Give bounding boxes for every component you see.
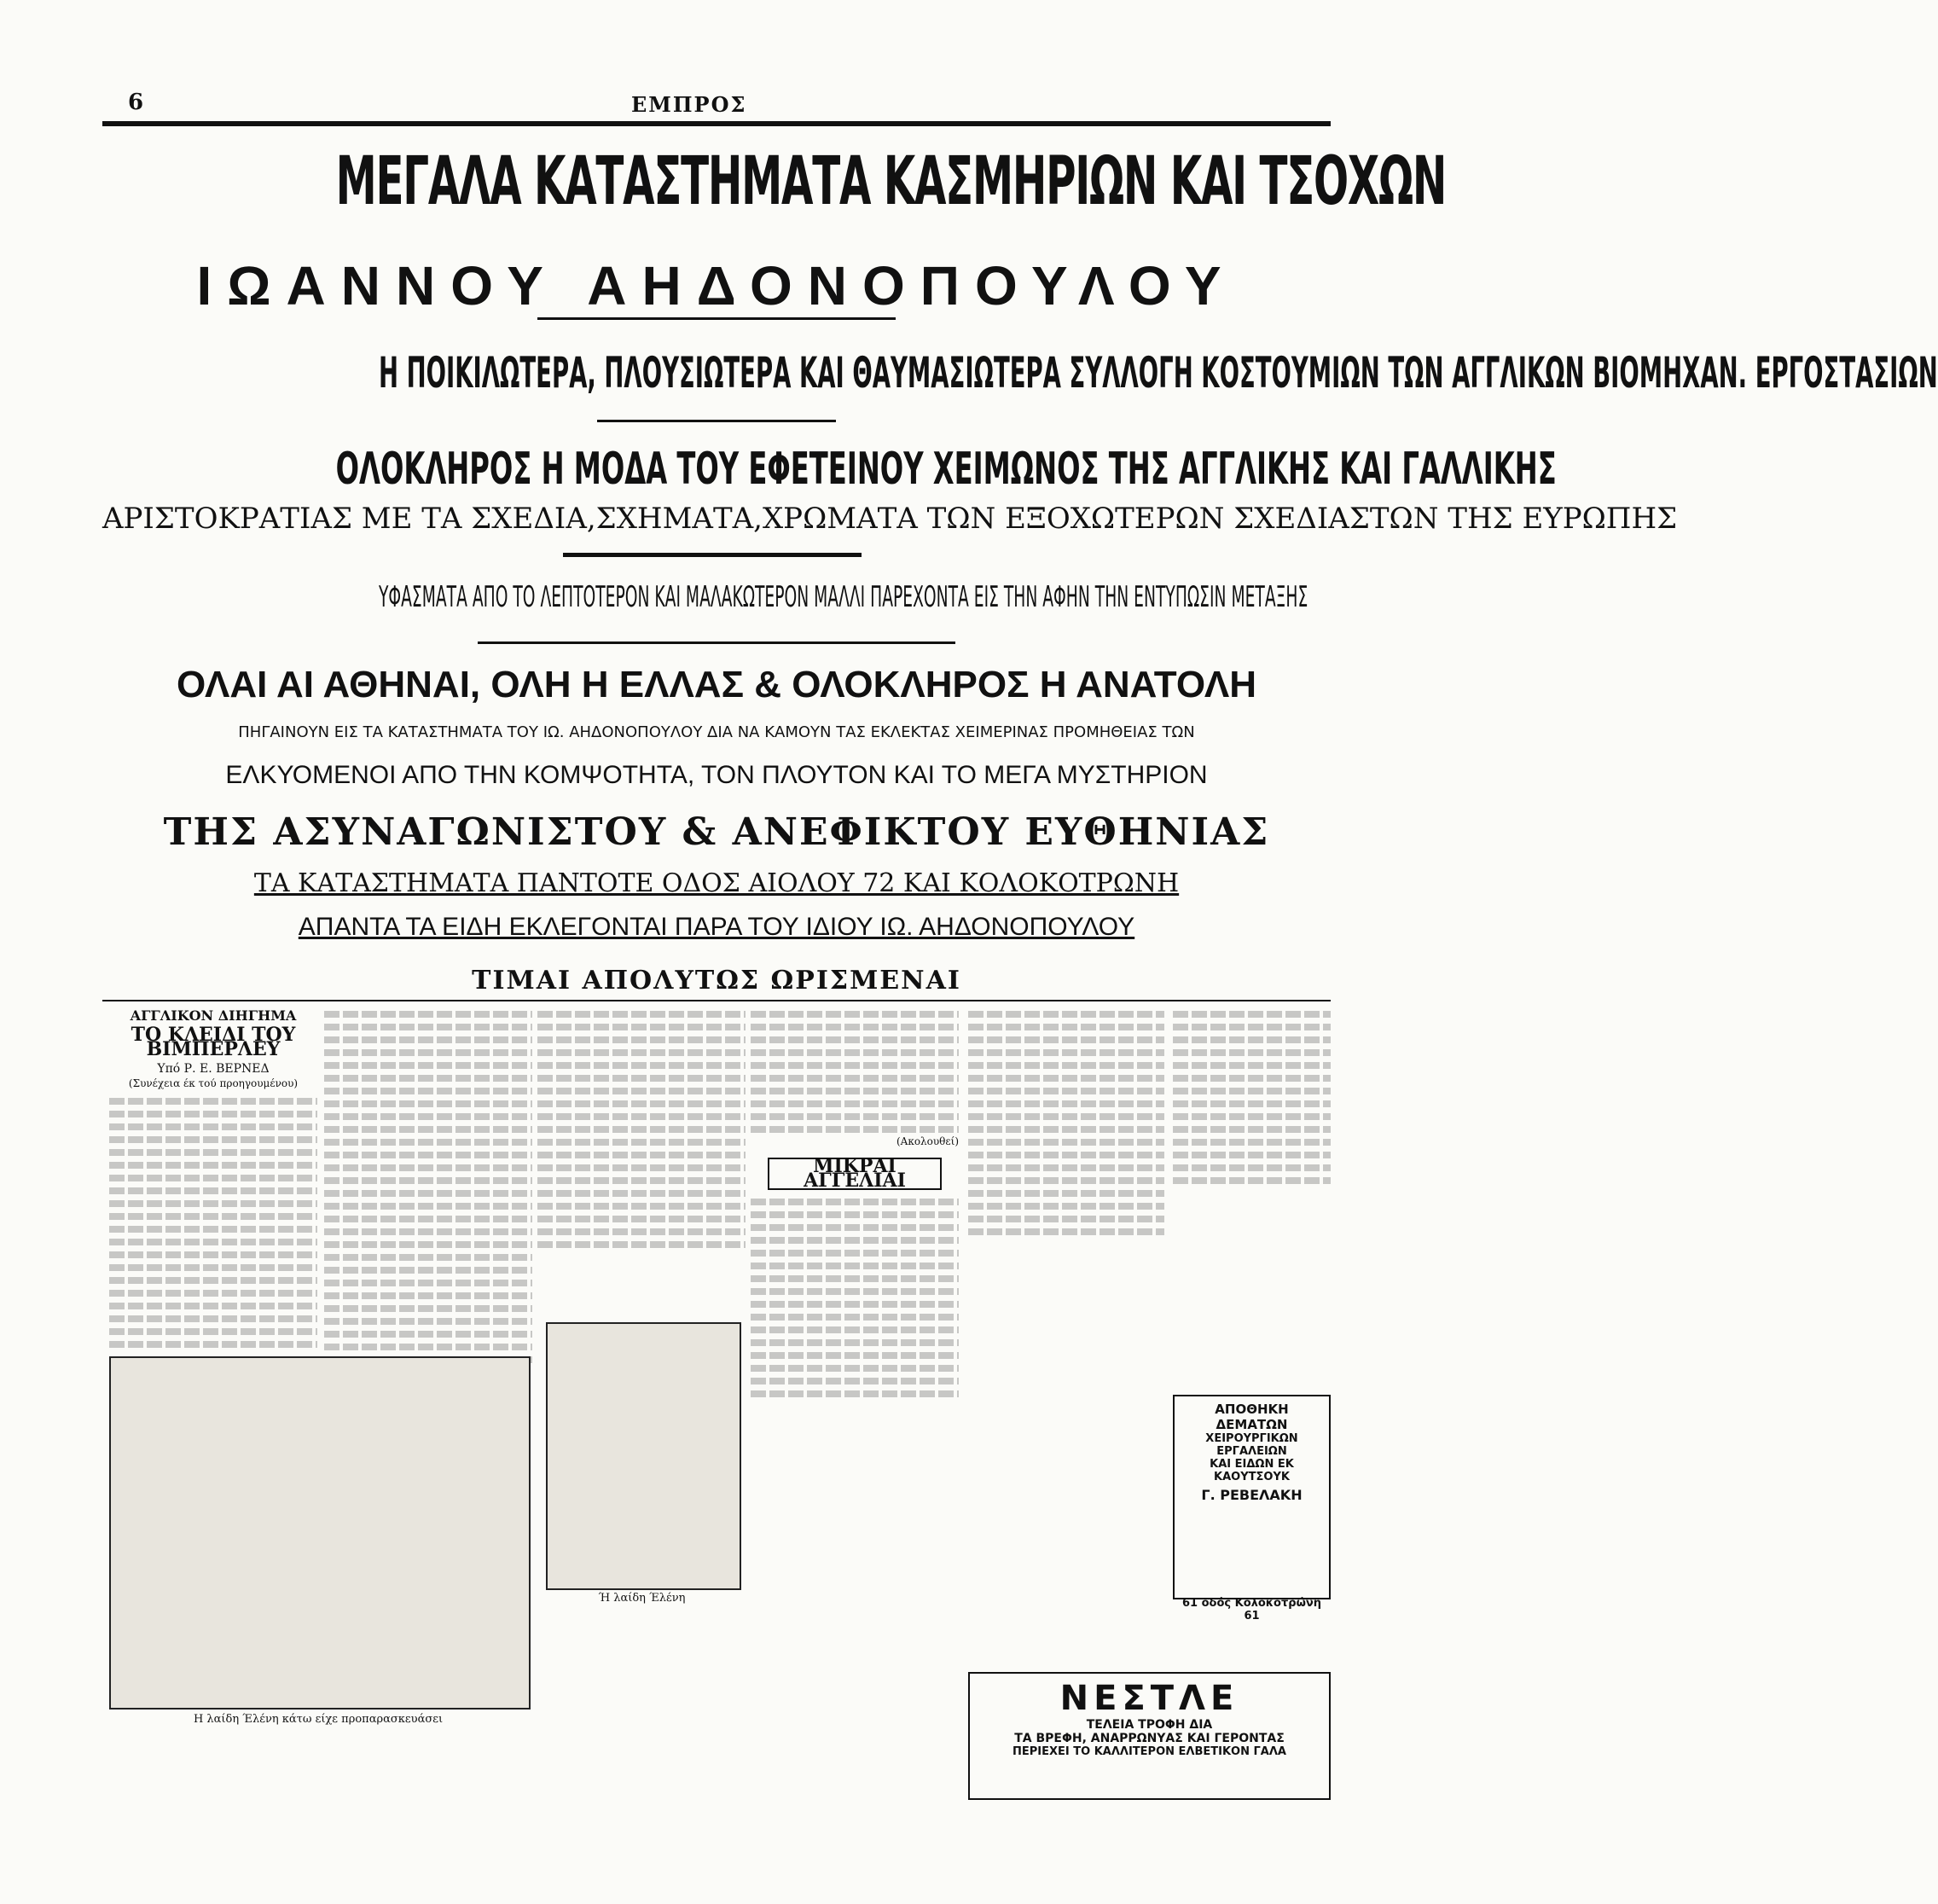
ad-line-8: ΠΗΓΑΙΝΟΥΝ ΕΙΣ ΤΑ ΚΑΤΑΣΤΗΜΑΤΑ ΤΟΥ ΙΩ. ΑΗΔΟΝΟΠΟΥΛΟΥ ΔΙΑ ΝΑ ΚΑΜΟΥΝ ΤΑΣ ΕΚΛΕΚΤΑΣ ΧΕΙΜΕΡΙΝΑΣ ΠΡΟΜΗΘΕΙΑΣ ΤΩΝ — [238, 723, 1195, 741]
paper-name: ΕΜΠΡΟΣ — [631, 92, 747, 117]
portrait-caption: Ή λαίδη Έλένη — [598, 1592, 686, 1605]
ad-line-10: ΤΗΣ ΑΣΥΝΑΓΩΝΙΣΤΟΥ & ΑΝΕΦΙΚΤΟΥ ΕΥΘΗΝΙΑΣ — [163, 810, 1270, 854]
ad-line-13: ΤΙΜΑΙ ΑΠΟΛΥΤΩΣ ΩΡΙΣΜΕΝΑΙ — [472, 966, 961, 996]
nestle-line-1: ΤΕΛΕΙΑ ΤΡΟΦΗ ΔΙΑ — [1086, 1718, 1213, 1732]
warehouse-address: 61 οδός Κολοκοτρώνη 61 — [1182, 1597, 1321, 1622]
ad-line-3: Η ΠΟΙΚΙΛΩΤΕΡΑ, ΠΛΟΥΣΙΩΤΕΡΑ ΚΑΙ ΘΑΥΜΑΣΙΩΤΕΡΑ ΣΥΛΛΟΓΗ ΚΟΣΤΟΥΜΙΩΝ ΤΩΝ ΑΓΓΛΙΚΩΝ ΒΙΟΜΗΧΑΝ. ΕΡΓΟΣΤΑΣΙΩΝ — [379, 348, 1938, 398]
story-author: Υπό Ρ. Ε. ΒΕΡΝΕΔ — [157, 1062, 270, 1076]
section-rule — [102, 1000, 1331, 1001]
warehouse-title-2: ΧΕΙΡΟΥΡΓΙΚΩΝ ΕΡΓΑΛΕΙΩΝ — [1205, 1432, 1298, 1458]
classified-continued: (Ακολουθεί) — [896, 1135, 959, 1147]
nestle-line-2: ΤΑ ΒΡΕΦΗ, ΑΝΑΡΡΩΝΥΑΣ ΚΑΙ ΓΕΡΟΝΤΑΣ — [1014, 1732, 1285, 1745]
ad-line-7: ΟΛΑΙ ΑΙ ΑΘΗΝΑΙ, ΟΛΗ Η ΕΛΛΑΣ & ΟΛΟΚΛΗΡΟΣ Η ΑΝΑΤΟΛΗ — [176, 664, 1257, 705]
warehouse-name: Γ. ΡΕΒΕΛΑΚΗ — [1201, 1487, 1303, 1503]
ad-line-12: ΑΠΑΝΤΑ ΤΑ ΕΙΔΗ ΕΚΛΕΓΟΝΤΑΙ ΠΑΡΑ ΤΟΥ ΙΔΙΟΥ ΙΩ. ΑΗΔΟΝΟΠΟΥΛΟΥ — [298, 913, 1135, 941]
ad-line-4: ΟΛΟΚΛΗΡΟΣ Η ΜΟΔΑ ΤΟΥ ΕΦΕΤΕΙΝΟΥ ΧΕΙΜΩΝΟΣ ΤΗΣ ΑΓΓΛΙΚΗΣ ΚΑΙ ΓΑΛΛΙΚΗΣ — [335, 444, 1557, 495]
divider-3 — [563, 553, 862, 557]
divider-2 — [597, 420, 836, 422]
divider-1 — [537, 317, 896, 320]
illustration-caption: Η λαίδη Έλένη κάτω είχε προπαρασκευάσει — [193, 1713, 444, 1726]
warehouse-title-1: ΑΠΟΘΗΚΗ ΔΕΜΑΤΩΝ — [1215, 1402, 1289, 1432]
ad-line-2: ΙΩΑΝΝΟΥ ΑΗΔΟΝΟΠΟΥΛΟΥ — [196, 255, 1237, 316]
portrait-image — [546, 1322, 741, 1590]
page-number: 6 — [128, 90, 144, 115]
ad-line-5: ΑΡΙΣΤΟΚΡΑΤΙΑΣ ΜΕ ΤΑ ΣΧΕΔΙΑ,ΣΧΗΜΑΤΑ,ΧΡΩΜΑΤΑ ΤΩΝ ΕΞΟΧΩΤΕΡΩΝ ΣΧΕΔΙΑΣΤΩΝ ΤΗΣ ΕΥΡΩΠΗΣ — [102, 502, 1678, 536]
warehouse-title-3: ΚΑΙ ΕΙΔΩΝ ΕΚ ΚΑΟΥΤΣΟΥΚ — [1210, 1458, 1294, 1483]
classifieds-title: ΜΙΚΡΑΙ ΑΓΓΕΛΙΑΙ — [768, 1158, 942, 1190]
story-illustration — [109, 1356, 531, 1710]
story-title: ΤΟ ΚΛΕΙΔΙ ΤΟΥ ΒΙΜΠΕΡΛΕΥ — [131, 1024, 296, 1060]
ad-line-11: ΤΑ ΚΑΤΑΣΤΗΜΑΤΑ ΠΑΝΤΟΤΕ ΟΔΟΣ ΑΙΟΛΟΥ 72 ΚΑΙ ΚΟΛΟΚΟΤΡΩΝΗ — [253, 868, 1180, 898]
ad-line-9: ΕΛΚΥΟΜΕΝΟΙ ΑΠΟ ΤΗΝ ΚΟΜΨΟΤΗΤΑ, ΤΟΝ ΠΛΟΥΤΟΝ ΚΑΙ ΤΟ ΜΕΓΑ ΜΥΣΤΗΡΙΟΝ — [225, 761, 1208, 789]
nestle-brand: ΝΕΣΤΛΕ — [1059, 1679, 1239, 1718]
ad-line-1: ΜΕΓΑΛΑ ΚΑΤΑΣΤΗΜΑΤΑ ΚΑΣΜΗΡΙΩΝ ΚΑΙ ΤΣΟΧΩΝ — [335, 143, 1447, 220]
nestle-ad — [968, 1672, 1331, 1800]
story-continued: (Συνέχεια έκ τού προηγουμένου) — [128, 1077, 299, 1089]
nestle-line-3: ΠΕΡΙΕΧΕΙ ΤΟ ΚΑΛΛΙΤΕΡΟΝ ΕΛΒΕΤΙΚΟΝ ΓΑΛΑ — [1013, 1745, 1286, 1758]
classified-column-1 — [751, 1005, 959, 1858]
ad-line-6: ΥΦΑΣΜΑΤΑ ΑΠΟ ΤΟ ΛΕΠΤΟΤΕΡΟΝ ΚΑΙ ΜΑΛΑΚΩΤΕΡΟΝ ΜΑΛΛΙ ΠΑΡΕΧΟΝΤΑ ΕΙΣ ΤΗΝ ΑΦΗΝ ΤΗΝ ΕΝΤΥΠΩΣΙΝ ΜΕΤΑΞΗΣ — [379, 580, 1308, 614]
story-section: ΑΓΓΛΙΚΟΝ ΔΙΗΓΗΜΑ — [130, 1007, 297, 1024]
divider-4 — [478, 641, 955, 644]
warehouse-ad — [1173, 1395, 1331, 1622]
